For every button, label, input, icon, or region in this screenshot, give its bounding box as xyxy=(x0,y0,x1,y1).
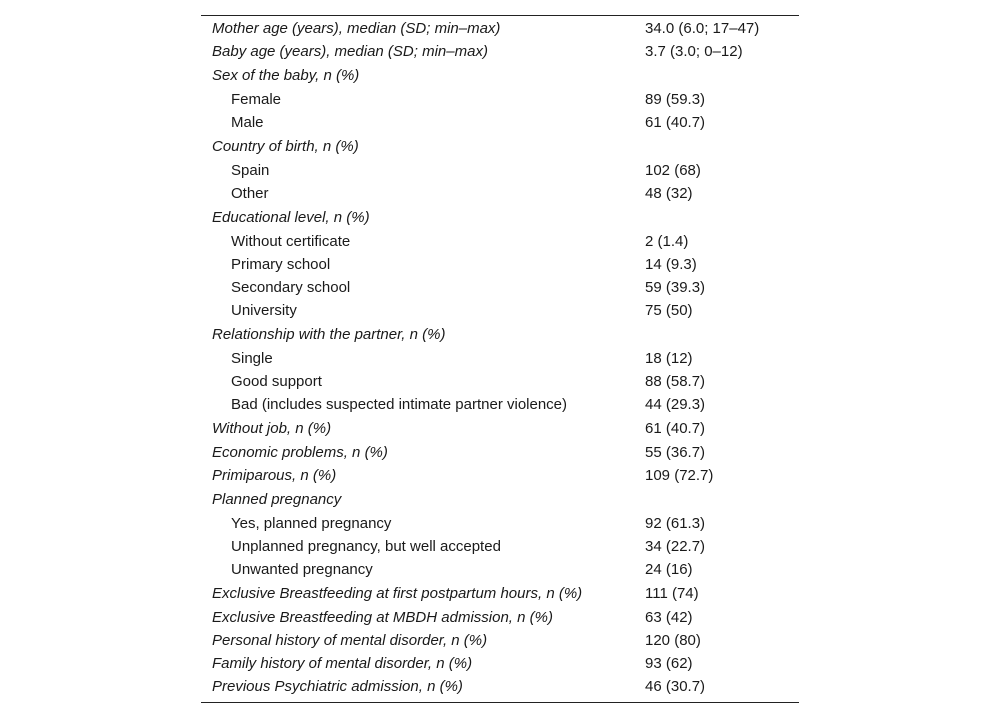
row-value: 75 (50) xyxy=(645,302,693,319)
table-row xyxy=(201,629,799,652)
group-label: Sex of the baby, n (%) xyxy=(212,67,360,84)
table-row xyxy=(201,182,799,205)
table-row xyxy=(201,63,799,88)
table-row xyxy=(201,111,799,134)
row-label: Unwanted pregnancy xyxy=(231,561,373,578)
row-value: 61 (40.7) xyxy=(645,114,706,131)
row-label: Unplanned pregnancy, but well accepted xyxy=(231,538,501,555)
table-row xyxy=(201,322,799,347)
table-row xyxy=(201,512,799,535)
row-value: 92 (61.3) xyxy=(645,515,706,532)
row-label: Primary school xyxy=(231,256,331,273)
row-label: Economic problems, n (%) xyxy=(212,444,388,461)
row-value: 48 (32) xyxy=(645,185,693,202)
row-label: Single xyxy=(231,350,273,367)
table-row xyxy=(201,487,799,512)
table-row xyxy=(201,464,799,487)
row-label: Other xyxy=(231,185,269,202)
table-row xyxy=(201,276,799,299)
row-value: 93 (62) xyxy=(645,655,693,672)
row-value: 109 (72.7) xyxy=(645,467,714,484)
row-label: Exclusive Breastfeeding at first postpartum hours, n (%) xyxy=(212,585,583,602)
table-row xyxy=(201,347,799,370)
row-value: 44 (29.3) xyxy=(645,396,706,413)
row-label: Bad (includes suspected intimate partner violence) xyxy=(231,396,568,413)
row-label: Without job, n (%) xyxy=(212,420,332,437)
row-label: Secondary school xyxy=(231,279,351,296)
table-row xyxy=(201,535,799,558)
table-row xyxy=(201,441,799,464)
characteristics-table xyxy=(201,15,799,703)
row-value: 111 (74) xyxy=(645,585,699,602)
row-label: Previous Psychiatric admission, n (%) xyxy=(212,678,463,695)
row-label: Baby age (years), median (SD; min–max) xyxy=(212,43,488,60)
table-row xyxy=(201,205,799,230)
row-value: 46 (30.7) xyxy=(645,678,706,695)
group-label: Relationship with the partner, n (%) xyxy=(212,326,446,343)
table-row xyxy=(201,581,799,606)
table-row xyxy=(201,370,799,393)
table-row xyxy=(201,606,799,629)
row-value: 88 (58.7) xyxy=(645,373,706,390)
row-value: 89 (59.3) xyxy=(645,91,706,108)
table-row xyxy=(201,17,799,40)
row-value: 55 (36.7) xyxy=(645,444,706,461)
row-value: 34 (22.7) xyxy=(645,538,706,555)
table-row xyxy=(201,88,799,111)
table-row xyxy=(201,253,799,276)
row-value: 2 (1.4) xyxy=(645,233,689,250)
row-value: 34.0 (6.0; 17–47) xyxy=(645,20,760,37)
row-value: 120 (80) xyxy=(645,632,701,649)
table-row xyxy=(201,416,799,441)
group-label: Planned pregnancy xyxy=(212,491,342,508)
group-label: Country of birth, n (%) xyxy=(212,138,359,155)
table-row xyxy=(201,40,799,63)
table-row xyxy=(201,159,799,182)
row-value: 3.7 (3.0; 0–12) xyxy=(645,43,743,60)
row-value: 61 (40.7) xyxy=(645,420,706,437)
row-label: Male xyxy=(231,114,264,131)
table-row xyxy=(201,299,799,322)
row-label: Personal history of mental disorder, n (%) xyxy=(212,632,488,649)
row-label: Good support xyxy=(231,373,322,390)
row-value: 59 (39.3) xyxy=(645,279,706,296)
group-label: Educational level, n (%) xyxy=(212,209,370,226)
table-row xyxy=(201,652,799,675)
row-label: Exclusive Breastfeeding at MBDH admission, n (%) xyxy=(212,609,553,626)
row-label: University xyxy=(231,302,297,319)
row-value: 63 (42) xyxy=(645,609,693,626)
row-value: 102 (68) xyxy=(645,162,701,179)
row-label: Yes, planned pregnancy xyxy=(231,515,392,532)
row-label: Family history of mental disorder, n (%) xyxy=(212,655,473,672)
table-row xyxy=(201,675,799,698)
row-label: Mother age (years), median (SD; min–max) xyxy=(212,20,501,37)
table-row xyxy=(201,393,799,416)
row-label: Without certificate xyxy=(231,233,351,250)
table-row xyxy=(201,230,799,253)
table-row xyxy=(201,558,799,581)
row-value: 24 (16) xyxy=(645,561,693,578)
row-value: 14 (9.3) xyxy=(645,256,697,273)
table-row xyxy=(201,134,799,159)
row-label: Female xyxy=(231,91,282,108)
row-label: Primiparous, n (%) xyxy=(212,467,337,484)
row-value: 18 (12) xyxy=(645,350,693,367)
row-label: Spain xyxy=(231,162,270,179)
